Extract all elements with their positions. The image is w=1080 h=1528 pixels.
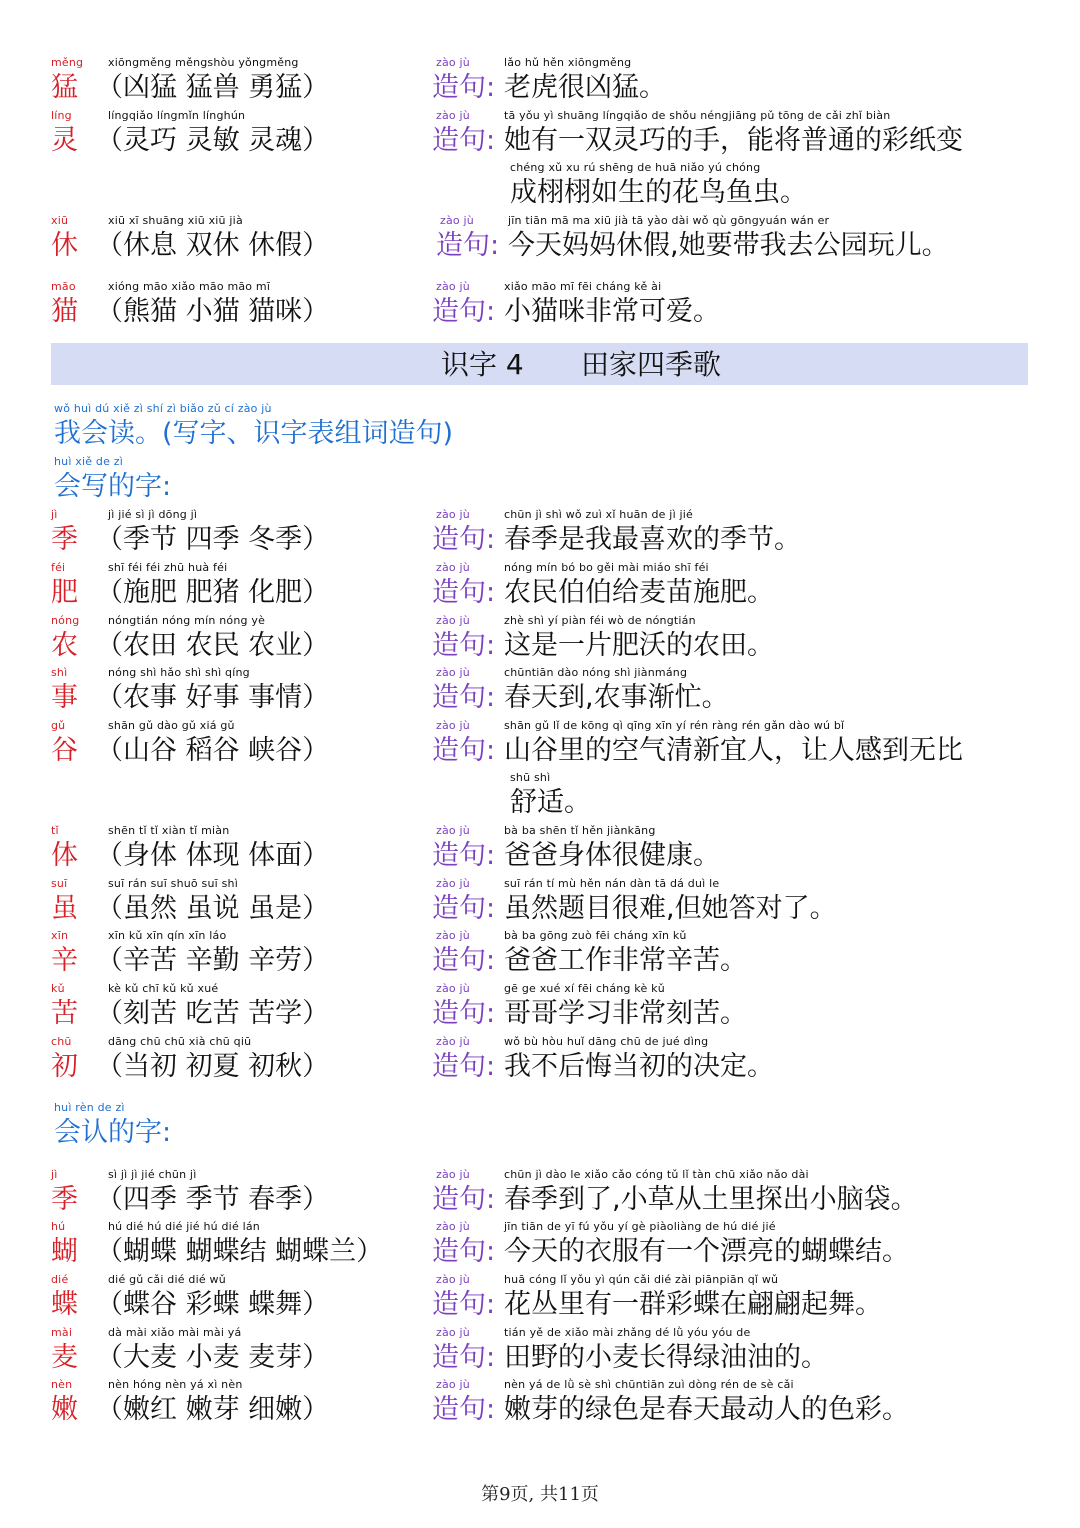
char-pinyin: nóng <box>51 614 80 627</box>
label-pinyin: zào jù <box>436 561 470 574</box>
vocab-row <box>0 214 1080 266</box>
words-pinyin: shī féi féi zhū huà féi <box>108 561 228 574</box>
words-text: （灵巧 灵敏 灵魂） <box>96 125 330 156</box>
label-text: 造句: <box>432 524 496 555</box>
char-pinyin: chū <box>51 1035 72 1048</box>
words-pinyin: dà mài xiǎo mài mài yá <box>108 1326 242 1339</box>
vocab-row <box>0 666 1080 718</box>
words-text: （蝶谷 彩蝶 蝶舞） <box>96 1289 330 1320</box>
vocab-row <box>0 508 1080 560</box>
label-pinyin: zào jù <box>436 1220 470 1233</box>
words-pinyin: xiū xī shuāng xiū xiū jià <box>108 214 243 227</box>
sentence-text: 我不后悔当初的决定。 <box>504 1051 774 1082</box>
label-text: 造句: <box>432 893 496 924</box>
continuation-pinyin: shū shì <box>510 771 551 784</box>
sentence-text: 春天到,农事渐忙。 <box>504 682 729 713</box>
char-pinyin: suī <box>51 877 68 890</box>
vocab-row <box>0 1326 1080 1378</box>
target-character: 猛 <box>51 72 78 103</box>
char-pinyin: líng <box>51 109 72 122</box>
char-pinyin: tǐ <box>51 824 59 837</box>
label-pinyin: zào jù <box>436 56 470 69</box>
target-character: 辛 <box>51 945 78 976</box>
continuation-pinyin: chéng xǔ xu rú shēng de huā niǎo yú chóng <box>510 161 761 174</box>
label-text: 造句: <box>432 682 496 713</box>
heading-text: 会写的字: <box>54 471 172 502</box>
target-character: 蝴 <box>51 1236 78 1267</box>
sentence-text: 今天的衣服有一个漂亮的蝴蝶结。 <box>504 1236 909 1267</box>
label-pinyin: zào jù <box>436 109 470 122</box>
words-text: （身体 体现 体面） <box>96 840 330 871</box>
words-text: （休息 双休 休假） <box>96 230 330 261</box>
char-pinyin: jì <box>51 508 58 521</box>
words-pinyin: sì jì jì jié chūn jì <box>108 1168 197 1181</box>
target-character: 初 <box>51 1051 78 1082</box>
words-pinyin: nóngtián nóng mín nóng yè <box>108 614 266 627</box>
vocab-row <box>0 1273 1080 1325</box>
sentence-pinyin: tián yě de xiǎo mài zhǎng dé lǜ yóu yóu de <box>504 1326 751 1339</box>
vocab-row <box>0 109 1080 161</box>
sentence-text: 春季是我最喜欢的季节。 <box>504 524 801 555</box>
sentence-text: 爸爸工作非常辛苦。 <box>504 945 747 976</box>
target-character: 季 <box>51 524 78 555</box>
sentence-pinyin: zhè shì yí piàn féi wò de nóngtián <box>504 614 696 627</box>
sentence-text: 哥哥学习非常刻苦。 <box>504 998 747 1029</box>
sentence-text: 这是一片肥沃的农田。 <box>504 630 774 661</box>
label-text: 造句: <box>436 230 500 261</box>
words-text: （四季 季节 春季） <box>96 1184 330 1215</box>
sentence-pinyin: chūn jì dào le xiǎo cǎo cóng tǔ lǐ tàn chū xiǎo nǎo dài <box>504 1168 809 1181</box>
words-pinyin: xīn kǔ xīn qín xīn láo <box>108 929 227 942</box>
label-pinyin: zào jù <box>436 1273 470 1286</box>
char-pinyin: shì <box>51 666 68 679</box>
label-pinyin: zào jù <box>436 614 470 627</box>
words-text: （虽然 虽说 虽是） <box>96 893 330 924</box>
label-pinyin: zào jù <box>436 1168 470 1181</box>
char-pinyin: gǔ <box>51 719 66 732</box>
words-text: （农事 好事 事情） <box>96 682 330 713</box>
vocab-row <box>0 929 1080 981</box>
label-text: 造句: <box>432 577 496 608</box>
sentence-text: 爸爸身体很健康。 <box>504 840 720 871</box>
sentence-pinyin: jīn tiān de yī fú yǒu yí gè piàoliàng de hú dié jié <box>504 1220 776 1233</box>
label-text: 造句: <box>432 1184 496 1215</box>
char-pinyin: dié <box>51 1273 69 1286</box>
sentence-text: 花丛里有一群彩蝶在翩翩起舞。 <box>504 1289 882 1320</box>
target-character: 苦 <box>51 998 78 1029</box>
target-character: 嫩 <box>51 1394 78 1425</box>
instruction-line <box>0 402 1080 450</box>
words-text: （大麦 小麦 麦芽） <box>96 1342 330 1373</box>
words-pinyin: shēn tǐ tǐ xiàn tǐ miàn <box>108 824 230 837</box>
target-character: 蝶 <box>51 1289 78 1320</box>
label-pinyin: zào jù <box>436 508 470 521</box>
sentence-pinyin: nóng mín bó bo gěi mài miáo shī féi <box>504 561 709 574</box>
target-character: 休 <box>51 230 78 261</box>
sentence-text: 虽然题目很难,但她答对了。 <box>504 893 837 924</box>
target-character: 猫 <box>51 296 78 327</box>
label-pinyin: zào jù <box>436 824 470 837</box>
words-pinyin: kè kǔ chī kǔ kǔ xué <box>108 982 219 995</box>
char-pinyin: nèn <box>51 1378 73 1391</box>
lesson-number: 识字 4 <box>441 348 524 381</box>
label-pinyin: zào jù <box>436 982 470 995</box>
words-pinyin: jì jié sì jì dōng jì <box>108 508 198 521</box>
sentence-pinyin: chūn jì shì wǒ zuì xǐ huān de jì jié <box>504 508 693 521</box>
vocab-row <box>0 614 1080 666</box>
words-text: （凶猛 猛兽 勇猛） <box>96 72 330 103</box>
vocab-row <box>0 1378 1080 1430</box>
target-character: 谷 <box>51 735 78 766</box>
sentence-text: 今天妈妈休假,她要带我去公园玩儿。 <box>508 230 949 261</box>
label-pinyin: zào jù <box>436 877 470 890</box>
sentence-text: 老虎很凶猛。 <box>504 72 666 103</box>
words-text: （季节 四季 冬季） <box>96 524 330 555</box>
words-pinyin: hú dié hú dié jié hú dié lán <box>108 1220 260 1233</box>
label-text: 造句: <box>432 125 496 156</box>
label-text: 造句: <box>432 945 496 976</box>
sentence-pinyin: gē ge xué xí fēi cháng kè kǔ <box>504 982 665 995</box>
char-pinyin: mài <box>51 1326 73 1339</box>
target-character: 季 <box>51 1184 78 1215</box>
words-pinyin: xióng māo xiǎo māo māo mī <box>108 280 271 293</box>
sentence-pinyin: xiǎo māo mī fēi cháng kě ài <box>504 280 662 293</box>
sentence-pinyin: huā cóng lǐ yǒu yì qún cǎi dié zài piānpiān qǐ wǔ <box>504 1273 779 1286</box>
sentence-continuation <box>0 771 1080 823</box>
words-text: （当初 初夏 初秋） <box>96 1051 330 1082</box>
words-text: （山谷 稻谷 峡谷） <box>96 735 330 766</box>
words-pinyin: dāng chū chū xià chū qiū <box>108 1035 252 1048</box>
vocab-row <box>0 719 1080 771</box>
words-pinyin: suī rán suī shuō suī shì <box>108 877 238 890</box>
vocab-row <box>0 561 1080 613</box>
section-heading-read <box>0 1101 1080 1149</box>
label-pinyin: zào jù <box>436 719 470 732</box>
vocab-row <box>0 280 1080 332</box>
words-pinyin: nèn hóng nèn yá xì nèn <box>108 1378 243 1391</box>
words-text: （蝴蝶 蝴蝶结 蝴蝶兰） <box>96 1236 384 1267</box>
lesson-banner <box>51 343 1028 385</box>
words-pinyin: xiōngměng měngshòu yǒngměng <box>108 56 299 69</box>
words-text: （施肥 肥猪 化肥） <box>96 577 330 608</box>
vocab-row <box>0 1220 1080 1272</box>
vocab-row <box>0 982 1080 1034</box>
words-text: （刻苦 吃苦 苦学） <box>96 998 330 1029</box>
label-pinyin: zào jù <box>436 280 470 293</box>
target-character: 农 <box>51 630 78 661</box>
heading-text: 会认的字: <box>54 1117 172 1148</box>
heading-pinyin: huì xiě de zì <box>54 455 124 468</box>
label-text: 造句: <box>432 630 496 661</box>
sentence-text: 春季到了,小草从土里探出小脑袋。 <box>504 1184 918 1215</box>
label-text: 造句: <box>432 998 496 1029</box>
words-pinyin: nóng shì hǎo shì shì qíng <box>108 666 250 679</box>
label-pinyin: zào jù <box>436 1326 470 1339</box>
target-character: 肥 <box>51 577 78 608</box>
sentence-pinyin: chūntiān dào nóng shì jiànmáng <box>504 666 688 679</box>
sentence-text: 嫩芽的绿色是春天最动人的色彩。 <box>504 1394 909 1425</box>
label-text: 造句: <box>432 296 496 327</box>
sentence-text: 她有一双灵巧的手，能将普通的彩纸变 <box>504 125 963 156</box>
sentence-pinyin: nèn yá de lǜ sè shì chūntiān zuì dòng rén de sè cǎi <box>504 1378 794 1391</box>
heading-pinyin: huì rèn de zì <box>54 1101 125 1114</box>
char-pinyin: xiū <box>51 214 69 227</box>
words-pinyin: shān gǔ dào gǔ xiá gǔ <box>108 719 235 732</box>
char-pinyin: jì <box>51 1168 58 1181</box>
words-text: （辛苦 辛勤 辛劳） <box>96 945 330 976</box>
label-pinyin: zào jù <box>436 1035 470 1048</box>
continuation-text: 舒适。 <box>510 787 591 818</box>
sentence-text: 山谷里的空气清新宜人，让人感到无比 <box>504 735 963 766</box>
sentence-text: 田野的小麦长得绿油油的。 <box>504 1342 828 1373</box>
sentence-pinyin: bà ba gōng zuò fēi cháng xīn kǔ <box>504 929 687 942</box>
label-pinyin: zào jù <box>436 666 470 679</box>
sentence-pinyin: lǎo hǔ hěn xiōngměng <box>504 56 632 69</box>
label-text: 造句: <box>432 840 496 871</box>
instruction-text: 我会读。(写字、识字表组词造句) <box>54 418 454 449</box>
words-text: （熊猫 小猫 猫咪） <box>96 296 330 327</box>
sentence-pinyin: bà ba shēn tǐ hěn jiànkāng <box>504 824 656 837</box>
target-character: 体 <box>51 840 78 871</box>
sentence-pinyin: suī rán tí mù hěn nán dàn tā dá duì le <box>504 877 720 890</box>
char-pinyin: hú <box>51 1220 66 1233</box>
sentence-continuation <box>0 161 1080 213</box>
label-text: 造句: <box>432 1394 496 1425</box>
sentence-pinyin: shān gǔ lǐ de kōng qì qīng xīn yí rén ràng rén gǎn dào wú bǐ <box>504 719 845 732</box>
sentence-pinyin: jīn tiān mā ma xiū jià tā yào dài wǒ qù gōngyuán wán er <box>508 214 830 227</box>
target-character: 虽 <box>51 893 78 924</box>
label-text: 造句: <box>432 72 496 103</box>
section-heading-write <box>0 455 1080 503</box>
words-pinyin: língqiǎo língmǐn línghún <box>108 109 246 122</box>
label-pinyin: zào jù <box>440 214 474 227</box>
page-footer: 第9页, 共11页 <box>481 1484 599 1505</box>
sentence-text: 农民伯伯给麦苗施肥。 <box>504 577 774 608</box>
label-pinyin: zào jù <box>436 1378 470 1391</box>
label-text: 造句: <box>432 1342 496 1373</box>
words-pinyin: dié gǔ cǎi dié dié wǔ <box>108 1273 226 1286</box>
target-character: 事 <box>51 682 78 713</box>
words-text: （农田 农民 农业） <box>96 630 330 661</box>
label-text: 造句: <box>432 735 496 766</box>
sentence-pinyin: wǒ bù hòu huǐ dāng chū de jué dìng <box>504 1035 709 1048</box>
vocab-row <box>0 1035 1080 1087</box>
vocab-row <box>0 877 1080 929</box>
char-pinyin: měng <box>51 56 84 69</box>
char-pinyin: māo <box>51 280 76 293</box>
instruction-pinyin: wǒ huì dú xiě zì shí zì biǎo zǔ cí zào jù <box>54 402 272 415</box>
vocab-row <box>0 1168 1080 1220</box>
target-character: 灵 <box>51 125 78 156</box>
vocab-row <box>0 824 1080 876</box>
char-pinyin: féi <box>51 561 66 574</box>
sentence-text: 小猫咪非常可爱。 <box>504 296 720 327</box>
continuation-text: 成栩栩如生的花鸟鱼虫。 <box>510 177 807 208</box>
label-pinyin: zào jù <box>436 929 470 942</box>
char-pinyin: kǔ <box>51 982 65 995</box>
vocab-row <box>0 56 1080 108</box>
char-pinyin: xīn <box>51 929 69 942</box>
lesson-title: 田家四季歌 <box>581 348 722 381</box>
words-text: （嫩红 嫩芽 细嫩） <box>96 1394 330 1425</box>
sentence-pinyin: tā yǒu yì shuāng língqiǎo de shǒu néngjiāng pǔ tōng de cǎi zhǐ biàn <box>504 109 891 122</box>
label-text: 造句: <box>432 1236 496 1267</box>
label-text: 造句: <box>432 1289 496 1320</box>
label-text: 造句: <box>432 1051 496 1082</box>
target-character: 麦 <box>51 1342 78 1373</box>
